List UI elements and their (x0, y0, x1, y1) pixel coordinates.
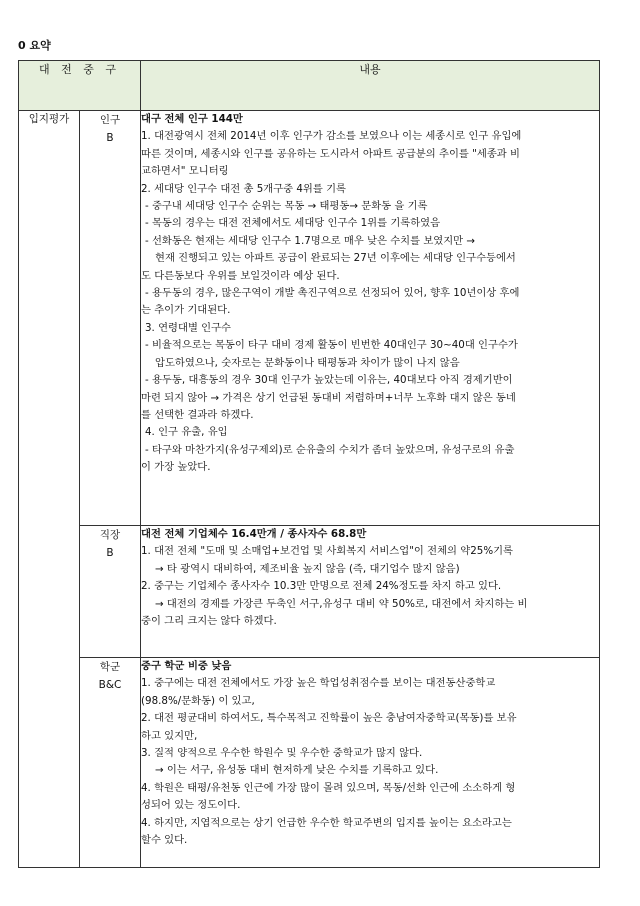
content-line: → 타 광역시 대비하여, 제조비율 높지 않음 (즉, 대기업수 많지 않음) (155, 562, 460, 575)
content-line: 4. 학원은 태평/유천동 인근에 가장 많이 몰려 있으며, 목동/선화 인근에 소소하게 형 (141, 781, 516, 794)
content-line: 따른 것이며, 세종시와 인구를 공유하는 도시라서 아파트 공급분의 추이를 "세종과 비 (141, 147, 520, 160)
row-content (141, 658, 600, 868)
content-line: 4. 인구 유출, 유입 (145, 426, 228, 439)
content-line: - 용두동의 경우, 많은구역이 개발 촉진구역으로 선정되어 있어, 향후 10년이상 후에 (145, 287, 520, 300)
row-category-grade: B&C (98, 679, 122, 691)
content-line: 4. 하지만, 지엽적으로는 상기 언급한 우수한 학교주변의 입지를 높이는 요소라고는 (141, 816, 512, 829)
row-lines (141, 543, 599, 630)
content-line: - 중구내 세대당 인구수 순위는 목동 → 태평동→ 문화동 을 기록 (145, 200, 428, 213)
content-line: → 대전의 경제를 가장큰 두축인 서구,유성구 대비 약 50%로, 대전에서 차지하는 비 (155, 597, 528, 610)
content-line: 교하면서" 모니터링 (141, 165, 229, 178)
content-line: 는 추이가 기대된다. (141, 304, 231, 317)
row-category-grade: B (106, 132, 114, 144)
summary-table (18, 60, 600, 868)
header-row (19, 61, 600, 111)
row-category-name: 인구 (99, 114, 121, 126)
row-lines (141, 128, 599, 476)
content-line: 를 선택한 결과라 하겠다. (141, 408, 254, 421)
content-line: - 선화동은 현재는 세대당 인구수 1.7명으로 매우 낮은 수치를 보였지만 → (145, 234, 476, 247)
content-line: (98.8%/문화동) 이 있고, (141, 694, 255, 707)
table-row-population (19, 111, 600, 526)
content-line: - 용두동, 대흥동의 경우 30대 인구가 높았는데 이유는, 40대보다 아직 경제기반이 (145, 374, 513, 387)
content-line: 2. 세대당 인구수 대전 총 5개구중 4위를 기록 (141, 182, 346, 195)
content-line: 2. 대전 평균대비 하여서도, 특수목적고 진학률이 높은 충남여자중학교(목동)를 보유 (141, 712, 517, 725)
section-title: 0 요약 (18, 39, 51, 52)
content-line: 할수 있다. (141, 834, 188, 847)
group-label: 입지평가 (19, 111, 80, 868)
content-line: - 타구와 마찬가지(유성구제외)로 순유출의 수치가 좀더 높았으며, 유성구로의 유출 (145, 443, 515, 456)
content-line: - 목동의 경우는 대전 전체에서도 세대당 인구수 1위를 기록하였음 (145, 217, 441, 230)
content-line: 도 다른동보다 우위를 보일것이라 예상 된다. (141, 269, 340, 282)
row-category-grade: B (106, 547, 114, 559)
content-line: 3. 질적 양적으로 우수한 학원수 및 우수한 중학교가 많지 않다. (141, 747, 423, 760)
content-line: 2. 중구는 기업체수 종사자수 10.3만 만명으로 전체 24%정도를 차지 하고 있다. (141, 580, 502, 593)
content-line: 성되어 있는 정도이다. (141, 799, 241, 812)
row-category-name: 학군 (99, 661, 121, 673)
row-content (141, 111, 600, 526)
content-line: 1. 대전광역시 전체 2014년 이후 인구가 감소를 보였으나 이는 세종시로 인구 유입에 (141, 130, 522, 143)
content-line: - 비율적으로는 목동이 타구 대비 경제 활동이 빈번한 40대인구 30~40대 인구수가 (145, 339, 518, 352)
content-line: 1. 중구에는 대전 전체에서도 가장 높은 학업성취점수를 보이는 대전동산중학교 (141, 677, 496, 690)
content-line: 1. 대전 전체 "도매 및 소매업+보건업 및 사회복지 서비스업"이 전체의 약25%기록 (141, 545, 513, 558)
table-row-school (19, 658, 600, 868)
row-category (80, 526, 141, 658)
header-content: 내용 (141, 61, 600, 111)
content-line: 3. 연령대별 인구수 (145, 321, 231, 334)
content-line: 마련 되지 않아 → 가격은 상기 언급된 동대비 저렴하며+너무 노후화 대지 않은 동네 (141, 391, 516, 404)
row-category (80, 111, 141, 526)
row-category (80, 658, 141, 868)
table-row-workplace (19, 526, 600, 658)
content-line: 현재 진행되고 있는 아파트 공급이 완료되는 27년 이후에는 세대당 인구수등에서 (155, 252, 516, 265)
content-line: → 이는 서구, 유성동 대비 현저하게 낮은 수치를 기록하고 있다. (155, 764, 439, 777)
row-lead: 대구 전체 인구 144만 (141, 113, 243, 125)
row-lead: 중구 학군 비중 낮음 (141, 660, 232, 672)
content-line: 중이 그리 크지는 않다 하겠다. (141, 615, 277, 628)
row-content (141, 526, 600, 658)
row-lines (141, 675, 599, 849)
row-category-name: 직장 (99, 529, 121, 541)
content-line: 이 가장 높았다. (141, 461, 211, 474)
row-lead: 대전 전체 기업체수 16.4만개 / 종사자수 68.8만 (141, 528, 367, 540)
content-line: 하고 있지만, (141, 729, 198, 742)
header-category: 대 전 중 구 (19, 61, 141, 111)
content-line: 압도하였으나, 숫자로는 문화동이나 태평동과 차이가 많이 나지 않음 (155, 356, 460, 369)
